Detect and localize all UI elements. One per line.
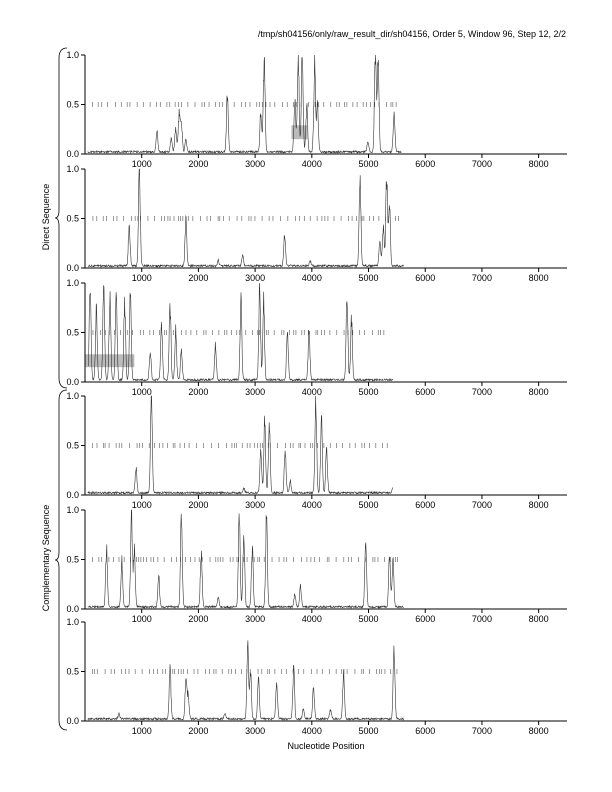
x-tick-label: 1000 (131, 614, 152, 624)
x-tick-label: 7000 (471, 614, 492, 624)
x-tick-label: 2000 (188, 614, 209, 624)
x-tick-label: 3000 (245, 387, 266, 397)
x-tick-label: 5000 (358, 726, 379, 736)
x-tick-label: 1000 (131, 726, 152, 736)
y-tick-label: 1.0 (66, 505, 79, 515)
rug-ticks (93, 216, 399, 221)
figure-header-title: /tmp/sh04156/only/raw_result_dir/sh04156, Order 5, Window 96, Step 12, 2/2 (257, 29, 566, 39)
y-tick-label: 1.0 (66, 50, 79, 60)
y-tick-label: 1.0 (66, 164, 79, 174)
score-trace (88, 640, 404, 719)
x-tick-label: 7000 (471, 726, 492, 736)
group-bracket (55, 390, 67, 730)
x-tick-label: 3000 (245, 614, 266, 624)
y-tick-label: 0.5 (66, 666, 79, 677)
x-tick-label: 8000 (528, 273, 549, 283)
x-tick-label: 7000 (471, 387, 492, 397)
group-brackets (55, 48, 67, 730)
x-tick-label: 6000 (415, 273, 436, 283)
rug-ticks (92, 443, 387, 448)
y-tick-label: 1.0 (66, 391, 79, 401)
y-tick-label: 0.0 (66, 604, 79, 614)
x-tick-label: 3000 (245, 500, 266, 510)
x-tick-label: 1000 (131, 387, 152, 397)
x-tick-label: 4000 (301, 726, 322, 736)
score-trace (88, 510, 404, 608)
panel-2 (66, 164, 567, 283)
panel-6 (66, 617, 567, 736)
rug-ticks (92, 102, 396, 107)
rug-ticks (92, 669, 397, 674)
x-tick-label: 3000 (245, 159, 266, 169)
y-tick-label: 0.5 (66, 554, 79, 565)
x-tick-label: 4000 (301, 387, 322, 397)
x-tick-label: 6000 (415, 500, 436, 510)
x-tick-label: 1000 (131, 159, 152, 169)
direct-sequence-label: Direct Sequence (41, 183, 51, 251)
y-tick-label: 0.0 (66, 149, 79, 159)
x-tick-label: 3000 (245, 273, 266, 283)
x-tick-label: 3000 (245, 726, 266, 736)
x-tick-label: 5000 (358, 614, 379, 624)
panel-3 (66, 278, 567, 397)
rug-ticks (93, 330, 384, 335)
score-trace (88, 55, 402, 153)
panel-4 (66, 391, 567, 510)
y-tick-label: 1.0 (66, 617, 79, 627)
highlight-region (85, 354, 134, 367)
x-tick-label: 1000 (131, 500, 152, 510)
x-tick-label: 4000 (301, 500, 322, 510)
x-tick-label: 6000 (415, 614, 436, 624)
y-tick-label: 0.0 (66, 490, 79, 500)
y-tick-label: 0.5 (66, 440, 79, 451)
x-tick-label: 8000 (528, 614, 549, 624)
x-tick-label: 6000 (415, 726, 436, 736)
x-tick-label: 2000 (188, 159, 209, 169)
x-tick-label: 4000 (301, 273, 322, 283)
x-tick-label: 1000 (131, 273, 152, 283)
x-tick-label: 8000 (528, 387, 549, 397)
x-tick-label: 6000 (415, 159, 436, 169)
x-axis-label: Nucleotide Position (287, 741, 365, 751)
x-tick-label: 7000 (471, 273, 492, 283)
y-tick-label: 0.0 (66, 263, 79, 273)
x-tick-label: 2000 (188, 500, 209, 510)
x-tick-label: 6000 (415, 387, 436, 397)
y-tick-label: 1.0 (66, 278, 79, 288)
x-tick-label: 5000 (358, 500, 379, 510)
complementary-sequence-label: Complementary Sequence (41, 504, 51, 612)
x-tick-label: 2000 (188, 273, 209, 283)
x-tick-label: 4000 (301, 159, 322, 169)
x-tick-label: 8000 (528, 726, 549, 736)
x-tick-label: 4000 (301, 614, 322, 624)
x-tick-label: 7000 (471, 159, 492, 169)
panel-1 (66, 50, 567, 169)
y-tick-label: 0.0 (66, 377, 79, 387)
x-tick-label: 5000 (358, 159, 379, 169)
y-tick-label: 0.5 (66, 213, 79, 224)
panel-5 (66, 505, 567, 624)
chart-panels (66, 50, 567, 736)
x-tick-label: 5000 (358, 273, 379, 283)
score-trace (88, 396, 393, 494)
y-tick-label: 0.5 (66, 327, 79, 338)
x-tick-label: 8000 (528, 500, 549, 510)
x-tick-label: 5000 (358, 387, 379, 397)
group-bracket (55, 48, 67, 388)
x-tick-label: 8000 (528, 159, 549, 169)
x-tick-label: 2000 (188, 726, 209, 736)
x-tick-label: 7000 (471, 500, 492, 510)
y-tick-label: 0.5 (66, 99, 79, 110)
x-tick-label: 2000 (188, 387, 209, 397)
y-tick-label: 0.0 (66, 716, 79, 726)
